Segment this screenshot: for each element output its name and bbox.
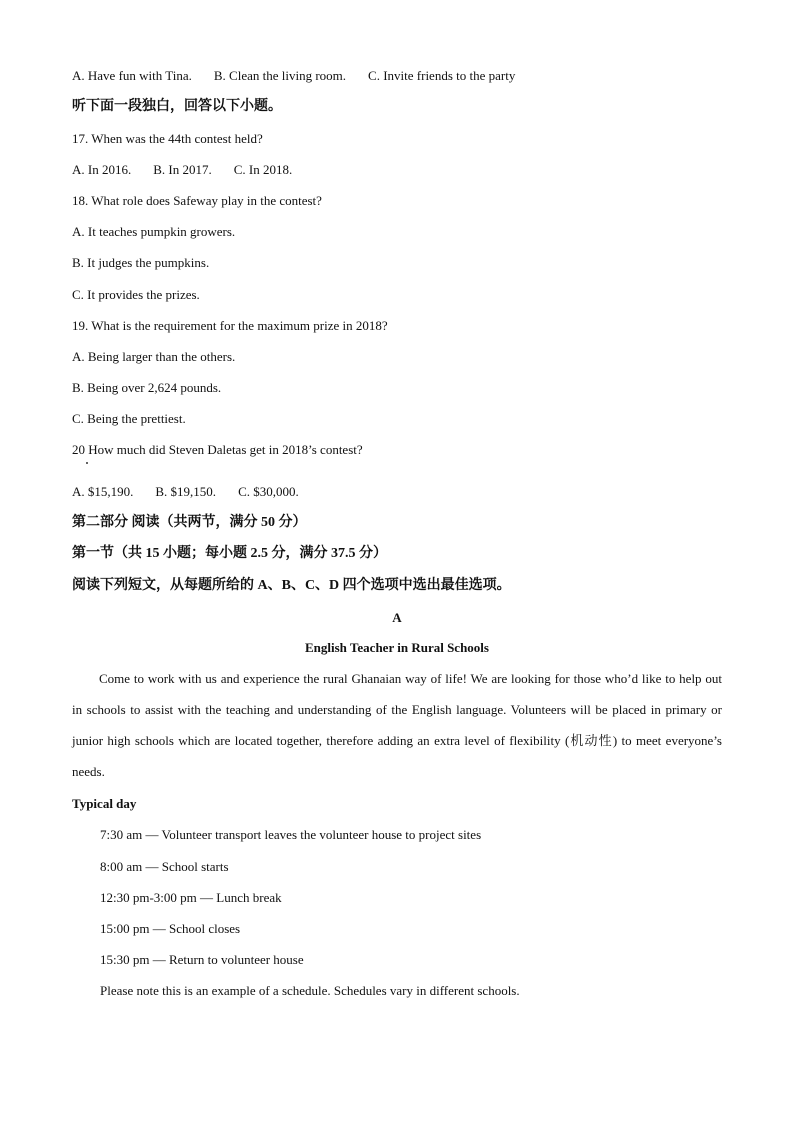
q18-stem: 18. What role does Safeway play in the contest? bbox=[72, 193, 322, 208]
monologue-heading: 听下面一段独白，回答以下小题。 bbox=[72, 99, 282, 114]
q16-option-c: C. Invite friends to the party bbox=[368, 68, 516, 83]
schedule-item: 7:30 am — Volunteer transport leaves the volunteer house to project sites bbox=[100, 827, 482, 842]
q20-option-c: C. $30,000. bbox=[238, 484, 299, 499]
q19-option-c: C. Being the prettiest. bbox=[72, 411, 186, 426]
reading-instructions: 阅读下列短文，从每题所给的 A、B、C、D 四个选项中选出最佳选项。 bbox=[72, 578, 511, 593]
q17-option-c: C. In 2018. bbox=[233, 162, 293, 177]
q17-option-b: B. In 2017. bbox=[153, 162, 212, 177]
typical-day-label: Typical day bbox=[72, 796, 137, 811]
q19-option-a: A. Being larger than the others. bbox=[72, 349, 236, 364]
q20-options bbox=[72, 484, 299, 500]
passage-title: English Teacher in Rural Schools bbox=[305, 640, 489, 655]
q18-option-a: A. It teaches pumpkin growers. bbox=[72, 224, 236, 239]
q19-stem: 19. What is the requirement for the maximum prize in 2018? bbox=[72, 318, 388, 333]
q17-stem: 17. When was the 44th contest held? bbox=[72, 131, 263, 146]
schedule-item: 15:00 pm — School closes bbox=[100, 921, 241, 936]
q20-option-a: A. $15,190. bbox=[72, 484, 134, 499]
section1-heading: 第一节（共 15 小题；每小题 2.5 分，满分 37.5 分） bbox=[72, 546, 387, 561]
q16-option-b: B. Clean the living room. bbox=[213, 68, 347, 83]
stray-dot bbox=[86, 462, 88, 464]
passage-intro-text: Come to work with us and experience the rural Ghanaian way of life! We are looking for those who’d like to help out in schools to assist with the teaching and understanding of the English language. Volunteers will be placed in primary or junior high schools which are located together, therefore adding an extra level of flexibility (机动性) to meet everyone’s needs. bbox=[72, 671, 722, 779]
schedule-item: 8:00 am — School starts bbox=[100, 859, 229, 874]
q20-stem: 20 How much did Steven Daletas get in 2018’s contest? bbox=[72, 442, 363, 457]
q16-option-a: A. Have fun with Tina. bbox=[72, 68, 192, 83]
schedule-note: Please note this is an example of a schedule. Schedules vary in different schools. bbox=[100, 983, 520, 998]
schedule-item: 12:30 pm-3:00 pm — Lunch break bbox=[100, 890, 282, 905]
part2-heading: 第二部分 阅读（共两节，满分 50 分） bbox=[72, 515, 307, 530]
q17-options bbox=[72, 162, 292, 178]
q17-option-a: A. In 2016. bbox=[72, 162, 132, 177]
passage-intro bbox=[72, 663, 722, 787]
schedule-item: 15:30 pm — Return to volunteer house bbox=[100, 952, 304, 967]
q18-option-c: C. It provides the prizes. bbox=[72, 287, 200, 302]
q20-option-b: B. $19,150. bbox=[155, 484, 217, 499]
q18-option-b: B. It judges the pumpkins. bbox=[72, 255, 210, 270]
q19-option-b: B. Being over 2,624 pounds. bbox=[72, 380, 222, 395]
q16-options bbox=[72, 68, 515, 84]
passage-letter: A bbox=[392, 610, 402, 625]
